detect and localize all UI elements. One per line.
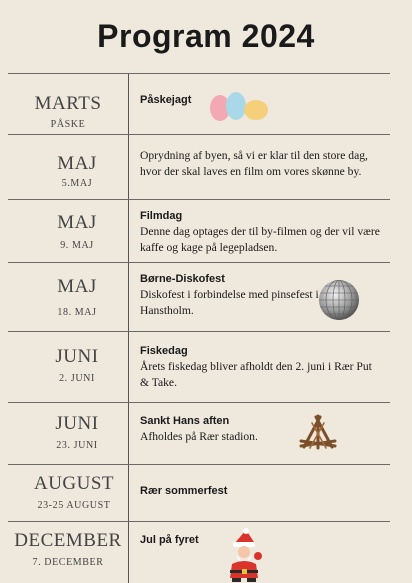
event-date (8, 74, 128, 134)
event-content (140, 413, 310, 445)
event-row-jul (8, 521, 390, 583)
event-row-diskofest (8, 262, 390, 331)
easter-eggs-icon (208, 90, 272, 124)
event-month: JUNI (55, 346, 99, 367)
event-date (8, 332, 128, 402)
event-content (140, 148, 380, 180)
bonfire-icon (298, 413, 338, 451)
event-day: 5.MAJ (61, 178, 93, 189)
event-description: Afholdes på Rær stadion. (140, 430, 258, 443)
event-row-sankt-hans (8, 402, 390, 464)
event-title: Jul på fyret (140, 534, 199, 546)
event-date (8, 135, 128, 199)
event-date (8, 465, 128, 521)
event-day: 2. JUNI (59, 373, 95, 384)
event-date (8, 200, 128, 262)
event-month: MAJ (57, 153, 97, 174)
event-title: Børne-Diskofest (140, 273, 225, 285)
event-title: Påskejagt (140, 94, 192, 106)
event-month: MAJ (57, 276, 97, 297)
event-row-filmdag (8, 199, 390, 262)
event-day: PÅSKE (50, 119, 86, 130)
santa-icon (224, 528, 264, 582)
event-date (8, 403, 128, 464)
event-month: MAJ (57, 212, 97, 233)
event-day: 18. MAJ (57, 307, 97, 318)
event-day: 9. MAJ (60, 240, 94, 251)
event-title: Fiskedag (140, 345, 188, 357)
page-title: Program 2024 (97, 18, 315, 54)
event-date (8, 263, 128, 331)
event-month: DECEMBER (14, 530, 122, 551)
event-content (140, 208, 380, 256)
event-title: Rær sommerfest (140, 485, 228, 497)
event-title: Sankt Hans aften (140, 415, 230, 427)
event-day: 23. JUNI (56, 440, 98, 451)
event-row-sommerfest (8, 464, 390, 521)
event-content (140, 483, 380, 499)
event-month: MARTS (34, 93, 102, 114)
event-content (140, 271, 320, 319)
event-row-paaskejagt (8, 73, 390, 134)
event-content (140, 343, 380, 391)
event-title: Filmdag (140, 210, 183, 222)
event-day: 23-25 AUGUST (37, 500, 111, 511)
event-description: Årets fiskedag bliver afholdt den 2. juni i Rær Put & Take. (140, 360, 372, 389)
event-month: AUGUST (33, 473, 115, 494)
event-month: JUNI (55, 413, 99, 434)
event-day: 7. DECEMBER (32, 557, 104, 568)
event-date (8, 522, 128, 583)
event-row-oprydning (8, 134, 390, 199)
event-row-fiskedag (8, 331, 390, 402)
event-description: Oprydning af byen, så vi er klar til den store dag, hvor der skal laves en film om vores skønne by. (140, 149, 368, 178)
disco-ball-icon (318, 279, 360, 321)
event-description: Denne dag optages der til by-filmen og der vil være kaffe og kage på legepladsen. (140, 225, 380, 254)
event-description: Diskofest i forbindelse med pinsefest i Hanstholm. (140, 288, 319, 317)
